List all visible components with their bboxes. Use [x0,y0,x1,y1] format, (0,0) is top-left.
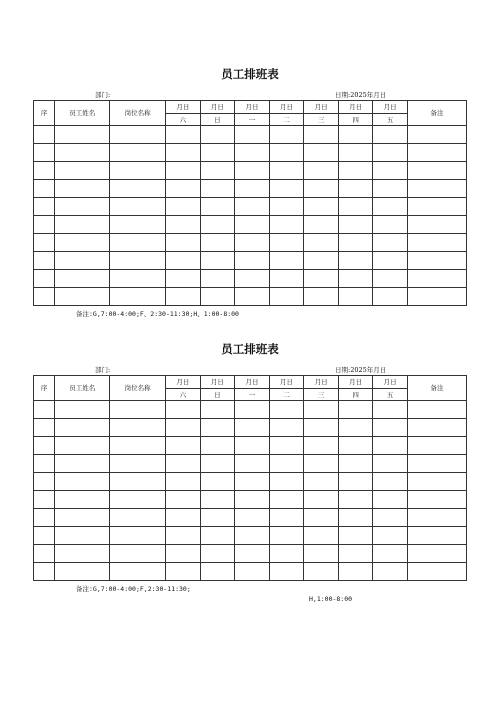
table-cell[interactable] [55,198,110,216]
table-cell[interactable] [200,563,235,581]
table-cell[interactable] [373,180,408,198]
table-row [34,563,467,581]
table-cell[interactable] [407,288,466,306]
table-cell[interactable] [269,527,304,545]
header-post-name: 岗位名称 [110,376,166,401]
schedule-sheet-2 [33,341,467,603]
table-cell[interactable] [200,509,235,527]
table-cell[interactable] [34,162,55,180]
table-body [34,401,467,581]
table-cell[interactable] [407,473,466,491]
table-cell[interactable] [200,288,235,306]
table-cell[interactable] [235,401,270,419]
table-cell[interactable] [200,270,235,288]
table-cell[interactable] [407,437,466,455]
table-cell[interactable] [269,144,304,162]
header-weekday-mon: 一 [235,389,270,401]
table-cell[interactable] [269,270,304,288]
table-cell[interactable] [235,437,270,455]
table-row [34,401,467,419]
table-cell[interactable] [55,473,110,491]
table-cell[interactable] [34,288,55,306]
table-cell[interactable] [338,473,373,491]
header-weekday-sat: 六 [166,114,201,126]
table-cell[interactable] [338,401,373,419]
table-cell[interactable] [166,563,201,581]
table-cell[interactable] [338,252,373,270]
table-cell[interactable] [200,162,235,180]
table-row [34,252,467,270]
header-seq: 序 [34,101,55,126]
header-day-date: 月日 [200,376,235,389]
table-cell[interactable] [235,270,270,288]
table-cell[interactable] [55,126,110,144]
table-cell[interactable] [200,455,235,473]
table-cell[interactable] [269,491,304,509]
sheet-title: 员工排班表 [221,67,279,81]
schedule-table [33,375,467,581]
header-weekday-tue: 二 [269,114,304,126]
table-cell[interactable] [110,270,166,288]
table-cell[interactable] [55,491,110,509]
table-cell[interactable] [304,234,339,252]
table-cell[interactable] [407,180,466,198]
table-cell[interactable] [235,216,270,234]
table-cell[interactable] [55,437,110,455]
table-cell[interactable] [34,401,55,419]
table-cell[interactable] [110,144,166,162]
table-cell[interactable] [110,527,166,545]
table-cell[interactable] [373,491,408,509]
table-cell[interactable] [34,270,55,288]
table-body [34,126,467,306]
table-row [34,491,467,509]
table-cell[interactable] [55,288,110,306]
table-cell[interactable] [338,527,373,545]
table-cell[interactable] [338,180,373,198]
table-cell[interactable] [338,491,373,509]
table-cell[interactable] [373,419,408,437]
table-cell[interactable] [373,234,408,252]
header-day-date: 月日 [373,101,408,114]
header-day-date: 月日 [166,376,201,389]
meta-row [33,365,467,375]
shift-remark-continued: H,1:00-8:00 [309,595,353,603]
table-row [34,437,467,455]
table-row [34,144,467,162]
header-weekday-thu: 四 [338,114,373,126]
header-employee-name: 员工姓名 [55,376,110,401]
table-cell[interactable] [235,198,270,216]
table-cell[interactable] [34,473,55,491]
table-cell[interactable] [407,198,466,216]
header-day-date: 月日 [338,101,373,114]
table-cell[interactable] [34,491,55,509]
table-cell[interactable] [304,126,339,144]
header-weekday-mon: 一 [235,114,270,126]
table-cell[interactable] [110,437,166,455]
meta-row [33,90,467,100]
table-cell[interactable] [338,198,373,216]
table-cell[interactable] [200,527,235,545]
table-cell[interactable] [304,491,339,509]
header-weekday-thu: 四 [338,389,373,401]
table-cell[interactable] [304,270,339,288]
table-cell[interactable] [235,234,270,252]
table-cell[interactable] [200,252,235,270]
table-cell[interactable] [166,162,201,180]
table-cell[interactable] [407,545,466,563]
table-cell[interactable] [338,162,373,180]
table-row [34,509,467,527]
table-cell[interactable] [373,509,408,527]
table-cell[interactable] [235,491,270,509]
table-cell[interactable] [304,437,339,455]
table-cell[interactable] [373,563,408,581]
table-row [34,198,467,216]
header-note: 备注 [407,376,466,401]
sheet-title: 员工排班表 [221,342,279,356]
table-cell[interactable] [110,180,166,198]
table-cell[interactable] [235,180,270,198]
table-cell[interactable] [338,419,373,437]
header-day-date: 月日 [338,376,373,389]
table-cell[interactable] [55,252,110,270]
table-cell[interactable] [200,126,235,144]
table-cell[interactable] [304,545,339,563]
table-cell[interactable] [304,455,339,473]
header-day-date: 月日 [373,376,408,389]
table-row [34,288,467,306]
shift-remark: 备注:G,7:00-4:00;F,2:30-11:30; [76,585,191,593]
table-row [34,473,467,491]
table-cell[interactable] [373,252,408,270]
table-cell[interactable] [166,216,201,234]
table-cell[interactable] [200,180,235,198]
header-weekday-tue: 二 [269,389,304,401]
header-day-date: 月日 [200,101,235,114]
table-cell[interactable] [407,455,466,473]
table-cell[interactable] [166,491,201,509]
table-cell[interactable] [269,180,304,198]
table-cell[interactable] [338,126,373,144]
table-cell[interactable] [235,252,270,270]
table-cell[interactable] [55,270,110,288]
header-weekday-sun: 日 [200,389,235,401]
table-cell[interactable] [338,437,373,455]
header-row [34,101,467,114]
table-cell[interactable] [166,401,201,419]
table-cell[interactable] [55,162,110,180]
table-cell[interactable] [373,401,408,419]
table-cell[interactable] [34,545,55,563]
table-cell[interactable] [200,144,235,162]
header-day-date: 月日 [269,376,304,389]
table-cell[interactable] [373,144,408,162]
table-cell[interactable] [407,527,466,545]
table-cell[interactable] [373,162,408,180]
table-cell[interactable] [373,473,408,491]
table-cell[interactable] [407,270,466,288]
header-weekday-wed: 三 [304,389,339,401]
header-day-date: 月日 [304,101,339,114]
table-cell[interactable] [166,509,201,527]
table-cell[interactable] [338,234,373,252]
table-cell[interactable] [269,437,304,455]
header-day-date: 月日 [304,376,339,389]
header-day-date: 月日 [269,101,304,114]
table-cell[interactable] [269,288,304,306]
table-cell[interactable] [166,270,201,288]
table-cell[interactable] [34,527,55,545]
table-cell[interactable] [55,509,110,527]
table-cell[interactable] [34,216,55,234]
table-cell[interactable] [235,545,270,563]
table-cell[interactable] [269,234,304,252]
table-cell[interactable] [304,162,339,180]
table-cell[interactable] [200,545,235,563]
table-cell[interactable] [110,216,166,234]
table-cell[interactable] [304,419,339,437]
table-cell[interactable] [373,545,408,563]
table-cell[interactable] [166,144,201,162]
table-cell[interactable] [269,126,304,144]
table-cell[interactable] [338,144,373,162]
table-cell[interactable] [200,198,235,216]
table-cell[interactable] [407,162,466,180]
table-cell[interactable] [373,437,408,455]
table-cell[interactable] [110,473,166,491]
table-cell[interactable] [373,527,408,545]
table-cell[interactable] [110,162,166,180]
table-cell[interactable] [55,563,110,581]
table-cell[interactable] [110,509,166,527]
table-cell[interactable] [407,509,466,527]
table-cell[interactable] [110,401,166,419]
table-cell[interactable] [269,563,304,581]
table-row [34,419,467,437]
table-row [34,126,467,144]
table-cell[interactable] [55,455,110,473]
table-cell[interactable] [55,144,110,162]
table-cell[interactable] [110,455,166,473]
shift-remark: 备注:G,7:00-4:00;F、2:30-11:30;H、1:00-8:00 [76,310,239,318]
table-cell[interactable] [110,491,166,509]
table-cell[interactable] [110,234,166,252]
table-cell[interactable] [55,545,110,563]
table-cell[interactable] [34,252,55,270]
table-cell[interactable] [338,216,373,234]
header-note: 备注 [407,101,466,126]
table-cell[interactable] [338,545,373,563]
table-cell[interactable] [407,401,466,419]
table-cell[interactable] [110,252,166,270]
table-cell[interactable] [373,198,408,216]
table-cell[interactable] [235,288,270,306]
table-cell[interactable] [166,419,201,437]
header-weekday-fri: 五 [373,114,408,126]
table-cell[interactable] [407,144,466,162]
table-cell[interactable] [200,401,235,419]
table-cell[interactable] [166,180,201,198]
table-cell[interactable] [269,419,304,437]
table-cell[interactable] [166,126,201,144]
table-cell[interactable] [269,545,304,563]
table-row [34,162,467,180]
table-cell[interactable] [166,473,201,491]
table-cell[interactable] [373,216,408,234]
table-cell[interactable] [338,563,373,581]
table-cell[interactable] [235,419,270,437]
table-cell[interactable] [235,455,270,473]
table-row [34,527,467,545]
table-cell[interactable] [55,180,110,198]
table-cell[interactable] [304,527,339,545]
header-day-date: 月日 [166,101,201,114]
header-row [34,376,467,389]
table-cell[interactable] [269,216,304,234]
table-cell[interactable] [34,509,55,527]
table-row [34,545,467,563]
table-cell[interactable] [34,234,55,252]
table-cell[interactable] [235,473,270,491]
table-cell[interactable] [34,419,55,437]
table-cell[interactable] [166,545,201,563]
table-cell[interactable] [34,126,55,144]
table-cell[interactable] [110,545,166,563]
table-cell[interactable] [235,563,270,581]
table-cell[interactable] [166,252,201,270]
header-employee-name: 员工姓名 [55,101,110,126]
table-cell[interactable] [407,491,466,509]
table-row [34,455,467,473]
table-cell[interactable] [338,288,373,306]
table-cell[interactable] [338,270,373,288]
table-cell[interactable] [55,419,110,437]
table-cell[interactable] [55,216,110,234]
schedule-sheet-1 [33,66,467,319]
table-cell[interactable] [34,437,55,455]
table-cell[interactable] [373,126,408,144]
table-cell[interactable] [235,126,270,144]
table-row [34,180,467,198]
table-cell[interactable] [373,455,408,473]
table-cell[interactable] [235,527,270,545]
table-cell[interactable] [166,455,201,473]
table-cell[interactable] [166,234,201,252]
table-cell[interactable] [407,419,466,437]
table-cell[interactable] [269,252,304,270]
table-cell[interactable] [110,288,166,306]
table-cell[interactable] [269,401,304,419]
table-cell[interactable] [110,419,166,437]
table-cell[interactable] [304,563,339,581]
table-cell[interactable] [407,126,466,144]
table-cell[interactable] [407,252,466,270]
department-label: 部门: [95,91,111,99]
table-cell[interactable] [269,198,304,216]
table-cell[interactable] [304,180,339,198]
table-cell[interactable] [407,216,466,234]
header-weekday-wed: 三 [304,114,339,126]
header-day-date: 月日 [235,376,270,389]
table-cell[interactable] [200,419,235,437]
date-label: 日期:2025年月日 [335,366,387,374]
table-cell[interactable] [373,270,408,288]
table-cell[interactable] [304,509,339,527]
table-cell[interactable] [304,198,339,216]
table-cell[interactable] [110,563,166,581]
table-cell[interactable] [235,162,270,180]
header-weekday-sun: 日 [200,114,235,126]
header-weekday-fri: 五 [373,389,408,401]
table-cell[interactable] [269,162,304,180]
table-cell[interactable] [304,216,339,234]
header-post-name: 岗位名称 [110,101,166,126]
schedule-table [33,100,467,306]
table-cell[interactable] [34,455,55,473]
table-cell[interactable] [200,491,235,509]
table-cell[interactable] [304,473,339,491]
table-cell[interactable] [373,288,408,306]
table-cell[interactable] [200,437,235,455]
table-cell[interactable] [235,144,270,162]
header-weekday-sat: 六 [166,389,201,401]
table-cell[interactable] [166,527,201,545]
table-cell[interactable] [304,401,339,419]
header-day-date: 月日 [235,101,270,114]
date-label: 日期:2025年月日 [335,91,387,99]
table-cell[interactable] [200,216,235,234]
table-cell[interactable] [110,126,166,144]
department-label: 部门: [95,366,111,374]
table-cell[interactable] [55,527,110,545]
table-cell[interactable] [200,234,235,252]
table-cell[interactable] [200,473,235,491]
table-cell[interactable] [269,455,304,473]
table-cell[interactable] [269,509,304,527]
table-cell[interactable] [166,288,201,306]
table-cell[interactable] [55,234,110,252]
table-cell[interactable] [55,401,110,419]
table-row [34,234,467,252]
table-cell[interactable] [407,563,466,581]
table-cell[interactable] [34,180,55,198]
table-cell[interactable] [34,144,55,162]
table-cell[interactable] [34,563,55,581]
table-row [34,270,467,288]
table-cell[interactable] [304,144,339,162]
table-cell[interactable] [269,473,304,491]
table-cell[interactable] [407,234,466,252]
table-cell[interactable] [166,198,201,216]
table-cell[interactable] [304,288,339,306]
table-row [34,216,467,234]
header-seq: 序 [34,376,55,401]
table-cell[interactable] [235,509,270,527]
table-cell[interactable] [338,455,373,473]
table-cell[interactable] [34,198,55,216]
table-cell[interactable] [166,437,201,455]
table-cell[interactable] [338,509,373,527]
table-cell[interactable] [304,252,339,270]
table-cell[interactable] [110,198,166,216]
